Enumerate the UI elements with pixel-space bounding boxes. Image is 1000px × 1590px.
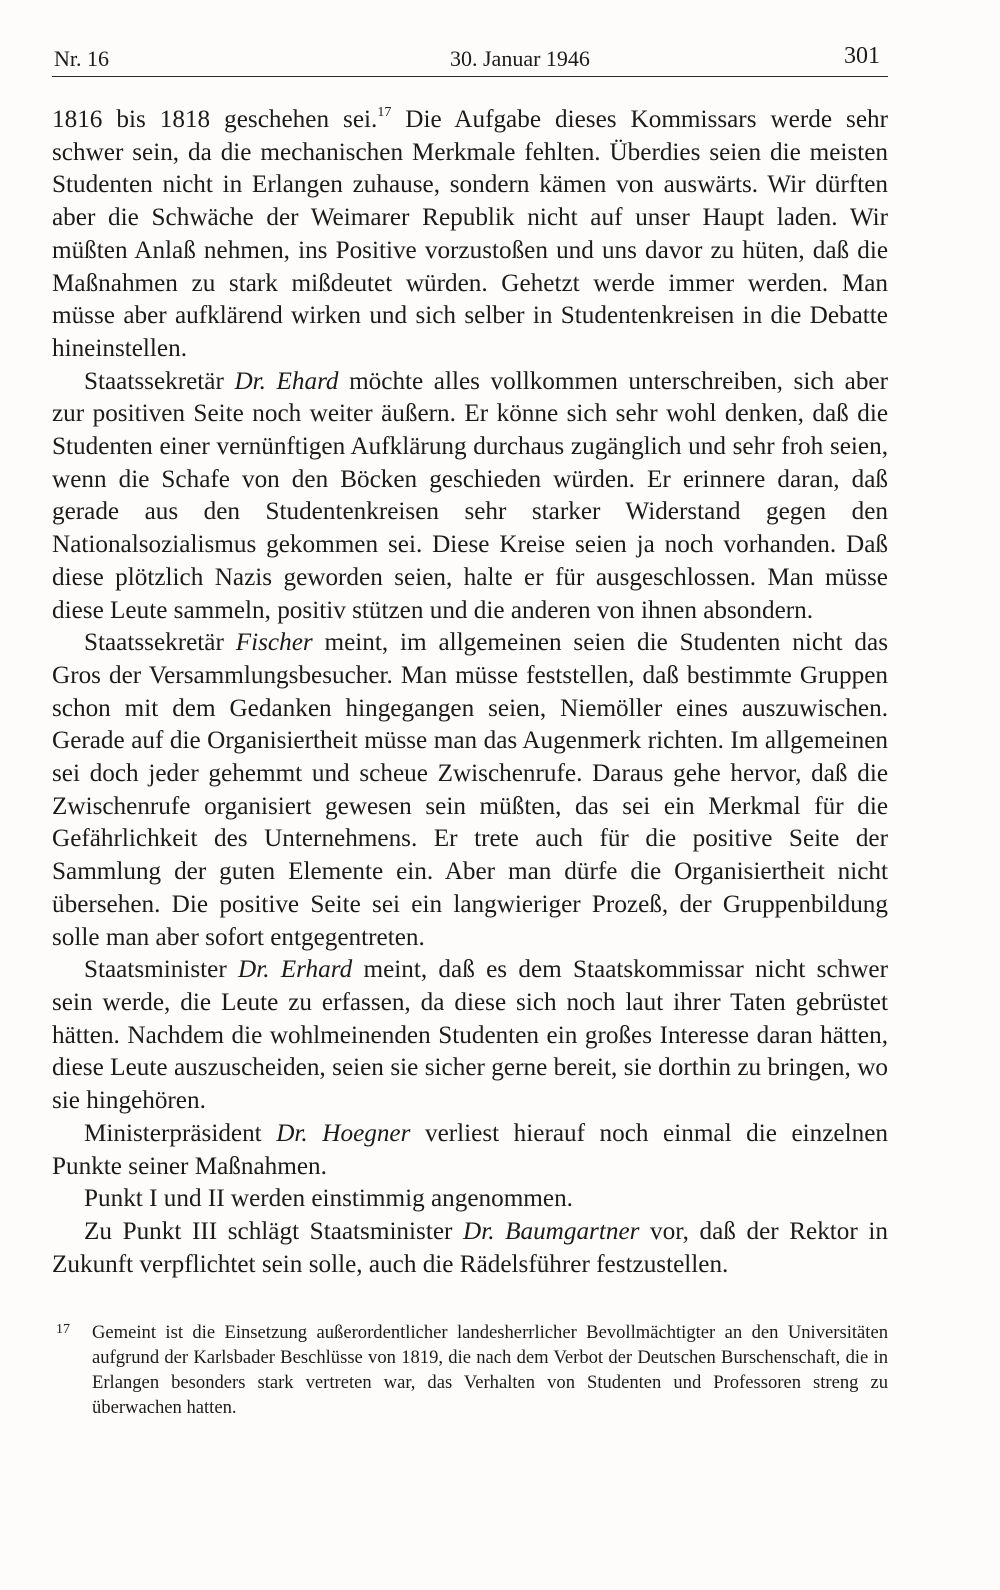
speaker-title: Staatsminister (84, 956, 239, 984)
speaker-name: Dr. Erhard (238, 956, 353, 984)
paragraph-4 (52, 954, 888, 1118)
paragraph-text: verliest hierauf noch einmal die einzelnen Punkte seiner Maßnahmen. (52, 1119, 888, 1180)
paragraph-text: meint, im allgemeinen seien die Studenten nicht das Gros der Versammlungsbesucher. Man müsse feststellen, daß bestimmte Gruppen schon mit dem Gedanken hingegangen seien, Niemöller eines auszuwischen. Gerade auf die Organisiertheit müsse man das Augenmerk richten. Im allgemeinen sei doch jeder gehemmt und scheue Zwischenrufe. Daraus gehe hervor, daß die Zwischenrufe organisiert gewesen sein müßten, das sei ein Merkmal für die Gefährlichkeit des Unternehmens. Er trete auch für die positive Seite der Sammlung der guten Elemente ein. Aber man dürfe die Organisiertheit nicht übersehen. Die positive Seite sei ein langwieriger Prozeß, der Gruppenbildung solle man aber sofort entgegentreten. (52, 629, 889, 951)
footnote-mark: 17 (56, 1322, 70, 1337)
page-number: 301 (844, 43, 880, 69)
speaker-name: Dr. Hoegner (276, 1119, 411, 1147)
paragraph-3 (52, 627, 888, 954)
speaker-title: Staatssekretär (84, 367, 235, 395)
speaker-title: Zu Punkt III schlägt Staatsminister (84, 1217, 463, 1245)
paragraph-text: 1816 bis 1818 geschehen sei. (52, 106, 378, 133)
speaker-name: Fischer (235, 629, 313, 657)
paragraph-text: möchte alles vollkommen unterschreiben, sich aber zur positiven Seite noch weiter äußern. Er könne sich sehr wohl denken, daß die Studenten einer vernünftigen Aufklärung durchaus zugänglich und sehr froh seien, wenn die Schafe von den Böcken geschieden würden. Er erinnere daran, daß gerade aus den Studentenkreisen sehr starker Widerstand gegen den Nationalsozialismus gekommen sei. Diese Kreise seien ja noch vorhanden. Daß diese plötzlich Nazis geworden seien, halte er für ausgeschlossen. Man müsse diese Leute sammeln, positiv stützen und die anderen von ihnen absondern. (52, 367, 888, 624)
paragraph-text: vor, daß der Rektor in Zukunft verpflichtet sein solle, auch die Rädelsführer festzustellen. (52, 1217, 888, 1278)
paragraph-text: meint, daß es dem Staatskommissar nicht schwer sein werde, die Leute zu erfassen, da diese sich noch laut ihrer Taten gebrüstet hätten. Nachdem die wohlmeinenden Studenten ein großes Interesse daran hätten, diese Leute auszuscheiden, seien sie sicher gerne bereit, sie dorthin zu bringen, wo sie hingehören. (52, 956, 888, 1115)
paragraph-2 (52, 366, 888, 628)
speaker-name: Dr. Baumgartner (463, 1217, 640, 1245)
paragraph-5 (52, 1118, 888, 1183)
running-header (52, 42, 888, 77)
paragraph-6 (52, 1183, 888, 1216)
paragraph-1 (52, 104, 888, 366)
paragraph-text: Die Aufgabe dieses Kommissars werde sehr schwer sein, da die mechanischen Merkmale fehlten. Überdies seien die meisten Studenten nicht in Erlangen zuhause, sondern kämen von auswärts. Wir dürften aber die Schwäche der Weimarer Republik nicht auf unser Haupt laden. Wir müßten Anlaß nehmen, ins Positive vorzustoßen und uns davor zu hüten, daß die Maßnahmen zu stark mißdeutet würden. Gehetzt werde immer werden. Man müsse aber aufklärend wirken und sich selber in Studentenkreisen in die Debatte hineinstellen. (52, 106, 888, 362)
paragraph-7 (52, 1216, 888, 1281)
body-text (52, 104, 888, 1281)
speaker-title: Ministerpräsident (84, 1119, 277, 1147)
header-date: 30. Januar 1946 (450, 46, 590, 71)
footnote (52, 1320, 888, 1420)
footnote-reference: 17 (377, 105, 392, 120)
issue-number: Nr. 16 (54, 46, 109, 71)
paragraph-text: Punkt I und II werden einstimmig angenommen. (84, 1185, 573, 1213)
speaker-title: Staatssekretär (84, 629, 236, 657)
footnote-text: Gemeint ist die Einsetzung außerordentlicher landesherrlicher Bevollmächtigter an den Universitäten aufgrund der Karlsbader Beschlüsse von 1819, die nach dem Verbot der Deutschen Burschenschaft, die in Erlangen besonders stark vertreten war, das Verhalten von Studenten und Professoren streng zu überwachen hatten. (92, 1322, 888, 1418)
speaker-name: Dr. Ehard (234, 367, 339, 395)
